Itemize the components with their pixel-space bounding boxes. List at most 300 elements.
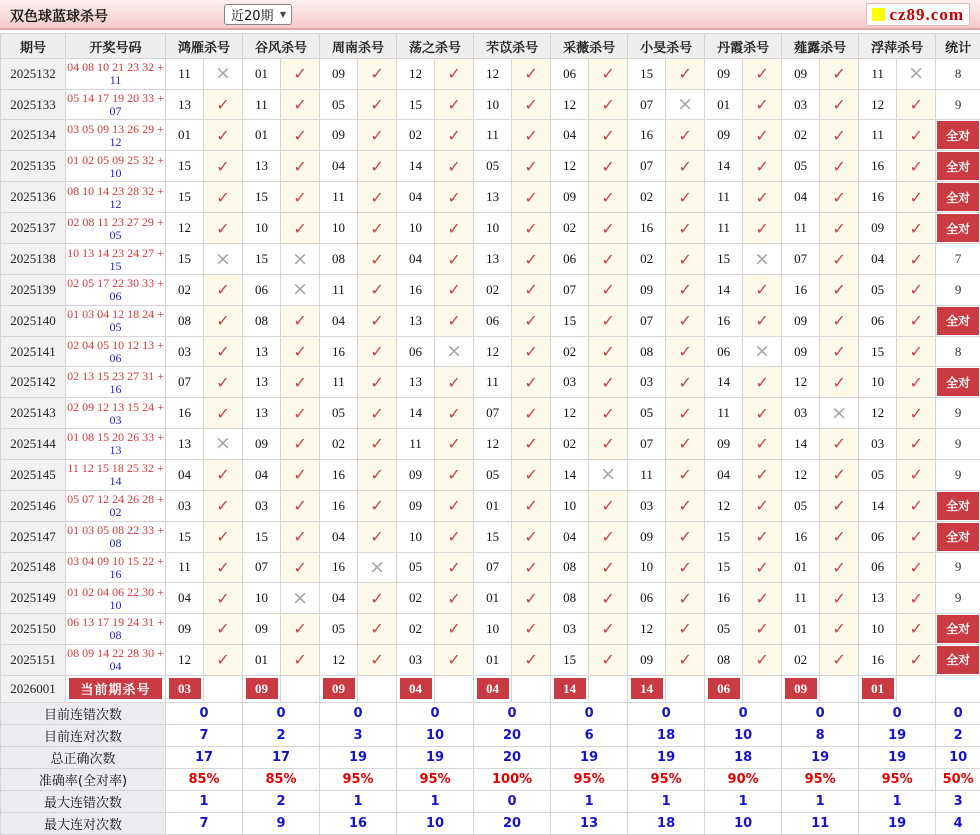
draw-numbers-cell (66, 429, 166, 460)
summary-label-cell: 准确率(全对率) (1, 768, 166, 790)
kill-number-cell: 07 (166, 367, 204, 398)
period-cell: 2025139 (1, 275, 66, 306)
kill-mark-cell (358, 151, 397, 182)
summary-value-cell: 85% (166, 768, 243, 790)
stat-cell (936, 521, 980, 552)
kill-mark-cell (281, 182, 320, 213)
correct-icon: ✓ (216, 589, 229, 608)
kill-mark-cell (512, 675, 551, 702)
correct-icon: ✓ (601, 311, 614, 330)
kill-number-cell: 10 (397, 213, 435, 244)
current-kill-badge: 14 (554, 678, 586, 699)
kill-number-cell: 08 (551, 583, 589, 614)
kill-mark-cell (358, 182, 397, 213)
summary-value-cell: 2 (243, 790, 320, 812)
kill-mark-cell (897, 398, 936, 429)
kill-mark-cell (589, 275, 628, 306)
kill-number-cell: 04 (859, 244, 897, 275)
kill-number-cell: 07 (474, 398, 512, 429)
kill-number-cell: 16 (397, 275, 435, 306)
kill-mark-cell (512, 367, 551, 398)
correct-icon: ✓ (447, 219, 460, 238)
red-balls-text: 02 05 17 22 30 33 + (66, 277, 165, 290)
kill-number-cell: 03 (397, 644, 435, 675)
kill-number-cell: 10 (474, 89, 512, 120)
table-body (1, 59, 980, 835)
correct-icon: ✓ (909, 311, 922, 330)
kill-number-cell: 02 (474, 275, 512, 306)
kill-mark-cell (589, 305, 628, 336)
table-row (1, 552, 980, 583)
correct-icon: ✓ (524, 95, 537, 114)
correct-icon: ✓ (909, 157, 922, 176)
kill-number-cell: 09 (397, 459, 435, 490)
current-kill-badge: 03 (169, 678, 201, 699)
kill-mark-cell (820, 213, 859, 244)
correct-icon: ✓ (678, 342, 691, 361)
kill-number-cell: 11 (859, 120, 897, 151)
summary-value-cell: 1 (166, 790, 243, 812)
kill-number-cell: 06 (628, 583, 666, 614)
kill-number-cell: 10 (243, 213, 281, 244)
draw-numbers-cell (66, 490, 166, 521)
kill-number-cell: 13 (243, 398, 281, 429)
kill-number-cell: 02 (320, 429, 358, 460)
kill-mark-cell (666, 275, 705, 306)
kill-mark-cell (820, 305, 859, 336)
summary-value-cell: 19 (551, 746, 628, 768)
kill-mark-cell (512, 552, 551, 583)
kill-number-cell: 06 (859, 552, 897, 583)
kill-mark-cell (204, 644, 243, 675)
kill-number-cell: 09 (782, 59, 820, 90)
kill-number-cell: 12 (474, 59, 512, 90)
kill-mark-cell (281, 552, 320, 583)
kill-mark-cell (743, 521, 782, 552)
correct-icon: ✓ (293, 558, 306, 577)
kill-number-cell: 11 (320, 275, 358, 306)
kill-mark-cell (589, 336, 628, 367)
correct-icon: ✓ (370, 465, 383, 484)
kill-mark-cell (358, 244, 397, 275)
stat-cell (936, 213, 980, 244)
kill-mark-cell (897, 213, 936, 244)
kill-number-cell: 04 (166, 583, 204, 614)
table-row (1, 583, 980, 614)
correct-icon: ✓ (524, 527, 537, 546)
current-kill-badge: 06 (708, 678, 740, 699)
kill-mark-cell (743, 59, 782, 90)
kill-mark-cell (358, 521, 397, 552)
summary-label-cell: 目前连错次数 (1, 702, 166, 724)
kill-number-cell: 12 (782, 459, 820, 490)
kill-mark-cell (743, 613, 782, 644)
kill-number-cell: 13 (859, 583, 897, 614)
all-correct-badge: 全对 (937, 492, 979, 520)
kill-mark-cell (512, 59, 551, 90)
kill-mark-cell (743, 367, 782, 398)
kill-number-cell: 10 (551, 490, 589, 521)
kill-number-cell: 12 (474, 429, 512, 460)
kill-mark-cell (897, 459, 936, 490)
kill-mark-cell (666, 59, 705, 90)
column-header-expert: 采薇杀号 (551, 34, 628, 59)
kill-mark-cell (897, 151, 936, 182)
kill-mark-cell (358, 213, 397, 244)
kill-mark-cell (435, 182, 474, 213)
blue-ball-text: 16 (66, 383, 165, 396)
kill-mark-cell (281, 521, 320, 552)
correct-icon: ✓ (755, 465, 768, 484)
kill-number-cell: 05 (474, 151, 512, 182)
correct-icon: ✓ (832, 157, 845, 176)
correct-icon: ✓ (909, 558, 922, 577)
kill-number-cell: 09 (628, 521, 666, 552)
correct-icon: ✓ (755, 404, 768, 423)
kill-number-cell: 05 (782, 151, 820, 182)
kill-number-cell: 13 (166, 89, 204, 120)
kill-number-cell: 08 (551, 552, 589, 583)
period-cell: 2025147 (1, 521, 66, 552)
kill-mark-cell (358, 459, 397, 490)
summary-value-cell: 1 (397, 790, 474, 812)
kill-number-cell: 16 (705, 305, 743, 336)
kill-mark-cell (820, 275, 859, 306)
correct-icon: ✓ (293, 496, 306, 515)
period-cell: 2025137 (1, 213, 66, 244)
blue-ball-text: 03 (66, 414, 165, 427)
period-select-value: 近20期 (231, 5, 274, 24)
correct-icon: ✓ (909, 219, 922, 238)
kill-mark-cell (281, 89, 320, 120)
kill-number-cell: 10 (859, 367, 897, 398)
column-header-expert: 丹霞杀号 (705, 34, 782, 59)
kill-number-cell: 10 (859, 613, 897, 644)
correct-icon: ✓ (447, 95, 460, 114)
correct-icon: ✓ (755, 527, 768, 546)
kill-number-cell: 09 (628, 275, 666, 306)
blue-ball-text: 04 (66, 660, 165, 673)
kill-mark-cell (512, 583, 551, 614)
summary-value-cell: 0 (782, 702, 859, 724)
kill-number-cell: 07 (551, 275, 589, 306)
kill-number-cell: 13 (243, 151, 281, 182)
kill-number-cell: 04 (243, 459, 281, 490)
summary-value-cell: 19 (782, 746, 859, 768)
summary-row (1, 702, 980, 724)
correct-icon: ✓ (909, 250, 922, 269)
kill-mark-cell (204, 213, 243, 244)
summary-value-cell: 0 (705, 702, 782, 724)
all-correct-badge: 全对 (937, 615, 979, 643)
period-select[interactable] (224, 4, 292, 25)
kill-mark-cell (589, 182, 628, 213)
kill-mark-cell (435, 675, 474, 702)
kill-number-cell: 02 (166, 275, 204, 306)
kill-number-cell: 01 (474, 583, 512, 614)
period-cell: 2025149 (1, 583, 66, 614)
correct-icon: ✓ (601, 157, 614, 176)
summary-value-cell: 90% (705, 768, 782, 790)
correct-icon: ✓ (370, 126, 383, 145)
kill-number-cell (320, 675, 358, 702)
correct-icon: ✓ (678, 188, 691, 207)
current-kill-badge: 04 (400, 678, 432, 699)
kill-number-cell: 15 (243, 244, 281, 275)
kill-mark-cell (512, 275, 551, 306)
kill-number-cell: 09 (320, 59, 358, 90)
kill-mark-cell (743, 675, 782, 702)
stat-cell (936, 644, 980, 675)
kill-mark-cell (281, 459, 320, 490)
summary-value-cell: 20 (474, 724, 551, 746)
correct-icon: ✓ (909, 373, 922, 392)
kill-number-cell: 12 (859, 89, 897, 120)
kill-mark-cell (512, 244, 551, 275)
summary-value-cell: 95% (551, 768, 628, 790)
correct-icon: ✓ (293, 373, 306, 392)
kill-mark-cell (204, 675, 243, 702)
kill-mark-cell (666, 89, 705, 120)
kill-number-cell: 16 (782, 275, 820, 306)
kill-mark-cell (281, 275, 320, 306)
summary-value-cell: 85% (243, 768, 320, 790)
correct-icon: ✓ (293, 527, 306, 546)
correct-icon: ✓ (216, 527, 229, 546)
kill-number-cell: 04 (320, 521, 358, 552)
kill-mark-cell (666, 244, 705, 275)
correct-icon: ✓ (447, 465, 460, 484)
kill-mark-cell (897, 89, 936, 120)
wrong-icon: × (292, 278, 308, 300)
correct-icon: ✓ (293, 157, 306, 176)
correct-icon: ✓ (216, 465, 229, 484)
stat-cell: 9 (936, 459, 980, 490)
blue-ball-text: 08 (66, 629, 165, 642)
kill-mark-cell (512, 305, 551, 336)
summary-value-cell: 6 (551, 724, 628, 746)
blue-ball-text: 12 (66, 198, 165, 211)
column-header-draw: 开奖号码 (66, 34, 166, 59)
kill-mark-cell (589, 583, 628, 614)
kill-number-cell: 03 (628, 367, 666, 398)
correct-icon: ✓ (370, 188, 383, 207)
kill-mark-cell (743, 459, 782, 490)
kill-mark-cell (666, 675, 705, 702)
kill-mark-cell (820, 644, 859, 675)
correct-icon: ✓ (909, 650, 922, 669)
correct-icon: ✓ (678, 650, 691, 669)
blue-ball-text: 12 (66, 136, 165, 149)
kill-mark-cell (589, 244, 628, 275)
table-row (1, 213, 980, 244)
kill-number-cell: 04 (166, 459, 204, 490)
draw-numbers-cell (66, 182, 166, 213)
correct-icon: ✓ (447, 496, 460, 515)
kill-mark-cell (512, 521, 551, 552)
red-balls-text: 01 03 04 12 18 24 + (66, 308, 165, 321)
kill-mark-cell (358, 398, 397, 429)
wrong-icon: × (754, 248, 770, 270)
blue-ball-text: 10 (66, 599, 165, 612)
correct-icon: ✓ (909, 280, 922, 299)
red-balls-text: 08 09 14 22 28 30 + (66, 647, 165, 660)
period-cell: 2025143 (1, 398, 66, 429)
correct-icon: ✓ (909, 342, 922, 361)
stat-cell: 9 (936, 552, 980, 583)
kill-mark-cell (589, 490, 628, 521)
summary-value-cell: 20 (474, 746, 551, 768)
summary-value-cell: 1 (782, 790, 859, 812)
kill-mark-cell (358, 367, 397, 398)
kill-number-cell: 01 (243, 644, 281, 675)
kill-mark-cell (358, 89, 397, 120)
table-row (1, 244, 980, 275)
column-header-expert: 浮萍杀号 (859, 34, 936, 59)
kill-mark-cell (358, 583, 397, 614)
period-cell: 2025146 (1, 490, 66, 521)
kill-mark-cell (820, 151, 859, 182)
red-balls-text: 02 09 12 13 15 24 + (66, 401, 165, 414)
table-row (1, 459, 980, 490)
correct-icon: ✓ (370, 650, 383, 669)
correct-icon: ✓ (293, 126, 306, 145)
kill-mark-cell (743, 120, 782, 151)
red-balls-text: 02 13 15 23 27 31 + (66, 370, 165, 383)
kill-mark-cell (743, 151, 782, 182)
kill-number-cell: 06 (551, 244, 589, 275)
correct-icon: ✓ (293, 311, 306, 330)
kill-mark-cell (820, 675, 859, 702)
kill-number-cell: 07 (628, 151, 666, 182)
kill-number-cell: 07 (628, 305, 666, 336)
correct-icon: ✓ (370, 404, 383, 423)
kill-mark-cell (666, 151, 705, 182)
table-row (1, 367, 980, 398)
correct-icon: ✓ (370, 311, 383, 330)
kill-number-cell: 03 (551, 367, 589, 398)
kill-mark-cell (820, 459, 859, 490)
table-row (1, 151, 980, 182)
red-balls-text: 04 08 10 21 23 32 + (66, 61, 165, 74)
summary-value-cell: 10 (397, 724, 474, 746)
blue-ball-text: 11 (66, 74, 165, 87)
correct-icon: ✓ (370, 157, 383, 176)
kill-mark-cell (204, 182, 243, 213)
kill-number-cell: 16 (628, 213, 666, 244)
kill-number-cell: 04 (551, 521, 589, 552)
kill-number-cell: 09 (320, 120, 358, 151)
kill-mark-cell (743, 182, 782, 213)
kill-mark-cell (435, 213, 474, 244)
wrong-icon: × (215, 62, 231, 84)
kill-number-cell: 12 (397, 59, 435, 90)
kill-mark-cell (589, 89, 628, 120)
kill-mark-cell (589, 213, 628, 244)
kill-mark-cell (666, 429, 705, 460)
kill-mark-cell (281, 429, 320, 460)
kill-number-cell: 02 (397, 613, 435, 644)
summary-stat-cell: 50% (936, 768, 980, 790)
red-balls-text: 05 14 17 19 20 33 + (66, 92, 165, 105)
kill-mark-cell (435, 552, 474, 583)
kill-mark-cell (204, 367, 243, 398)
kill-number-cell: 16 (320, 336, 358, 367)
correct-icon: ✓ (370, 527, 383, 546)
correct-icon: ✓ (524, 650, 537, 669)
kill-number-cell: 09 (243, 613, 281, 644)
kill-number-cell (397, 675, 435, 702)
draw-numbers-cell (66, 613, 166, 644)
current-kill-badge: 14 (631, 678, 663, 699)
correct-icon: ✓ (447, 188, 460, 207)
correct-icon: ✓ (447, 434, 460, 453)
kill-number-table (0, 33, 980, 835)
correct-icon: ✓ (832, 95, 845, 114)
correct-icon: ✓ (832, 280, 845, 299)
summary-value-cell: 13 (551, 812, 628, 834)
kill-number-cell: 16 (705, 583, 743, 614)
red-balls-text: 10 13 14 23 24 27 + (66, 247, 165, 260)
page-title: 双色球蓝球杀号 (10, 6, 108, 26)
correct-icon: ✓ (370, 496, 383, 515)
red-balls-text: 08 10 14 23 28 32 + (66, 185, 165, 198)
kill-mark-cell (897, 521, 936, 552)
summary-value-cell: 18 (628, 724, 705, 746)
kill-mark-cell (512, 613, 551, 644)
kill-mark-cell (358, 552, 397, 583)
correct-icon: ✓ (447, 404, 460, 423)
period-cell: 2025132 (1, 59, 66, 90)
kill-number-cell: 04 (397, 182, 435, 213)
correct-icon: ✓ (293, 465, 306, 484)
summary-stat-cell: 3 (936, 790, 980, 812)
correct-icon: ✓ (601, 188, 614, 207)
summary-value-cell: 1 (705, 790, 782, 812)
column-header-expert: 周南杀号 (320, 34, 397, 59)
summary-value-cell: 1 (551, 790, 628, 812)
kill-number-cell: 12 (551, 89, 589, 120)
kill-number-cell: 06 (859, 305, 897, 336)
kill-number-cell: 04 (551, 120, 589, 151)
kill-mark-cell (281, 59, 320, 90)
kill-number-cell: 06 (859, 521, 897, 552)
period-cell: 2025148 (1, 552, 66, 583)
kill-mark-cell (281, 675, 320, 702)
kill-number-cell: 12 (551, 151, 589, 182)
kill-number-cell: 06 (551, 59, 589, 90)
correct-icon: ✓ (216, 280, 229, 299)
kill-mark-cell (589, 613, 628, 644)
correct-icon: ✓ (832, 465, 845, 484)
kill-mark-cell (820, 552, 859, 583)
kill-number-cell: 07 (628, 429, 666, 460)
kill-mark-cell (589, 675, 628, 702)
kill-mark-cell (743, 583, 782, 614)
table-row (1, 182, 980, 213)
table-row (1, 429, 980, 460)
correct-icon: ✓ (755, 219, 768, 238)
kill-number-cell: 04 (320, 305, 358, 336)
correct-icon: ✓ (293, 64, 306, 83)
kill-number-cell: 13 (243, 367, 281, 398)
blue-ball-text: 06 (66, 352, 165, 365)
kill-number-cell: 02 (782, 120, 820, 151)
kill-mark-cell (204, 336, 243, 367)
kill-number-cell: 15 (705, 521, 743, 552)
kill-mark-cell (204, 305, 243, 336)
kill-number-cell: 10 (243, 583, 281, 614)
